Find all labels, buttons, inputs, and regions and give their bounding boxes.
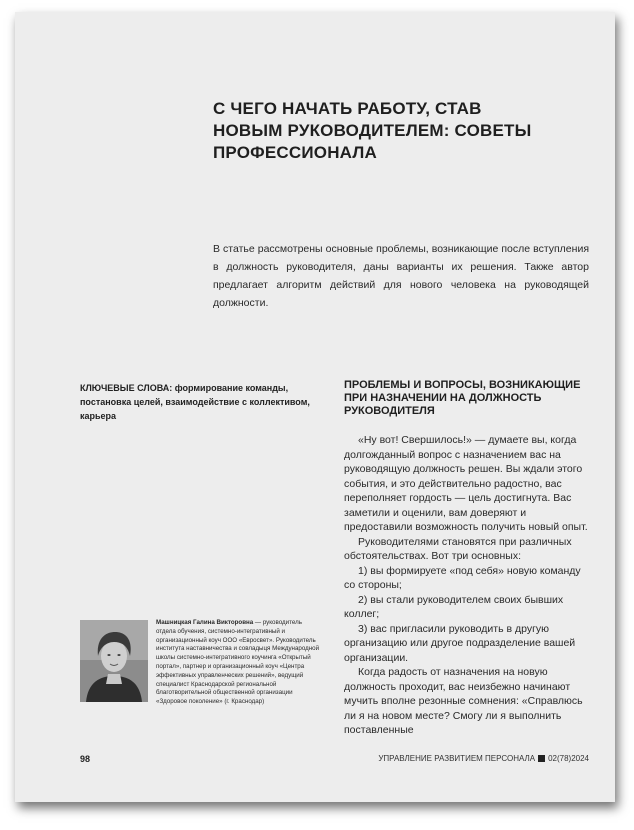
square-separator-icon [538,755,545,762]
page-number: 98 [80,754,91,764]
keywords-label: КЛЮЧЕВЫЕ СЛОВА: [80,383,173,393]
issue-number: 02(78)2024 [548,754,589,763]
body-paragraph: Когда радость от назначения на новую должность проходит, вас неизбежно начинают мучить вполне резонные сомнения: «Справлюсь ли я на новом месте? Смогу ли я выполнить поставленные [344,666,583,736]
author-photo [80,620,148,702]
keywords-block [80,381,312,423]
section-title: ПРОБЛЕМЫ И ВОПРОСЫ, ВОЗНИКАЮЩИЕ ПРИ НАЗНАЧЕНИИ НА ДОЛЖНОСТЬ РУКОВОДИТЕЛЯ [344,379,581,417]
author-description: — руководитель отдела обучения, системно-интегративный и организационный коуч ООО «Евросвет». Руководитель института наставничества и совладыця Международной школы системно-интегративного коучинга «Открытый портал», партнер и организационный коуч «Центра эффективных управленческих решений», ведущий специалист Краснодарской региональной благотворительной общественной организации «Здоровое поколение» (г. Краснодар) [156,619,320,706]
article-abstract: В статье рассмотрены основные проблемы, возникающие после вступления в должность руководителя, даны варианты их решения. Также автор предлагает алгоритм действий для нового человека на руководящей должности. [213,243,589,309]
author-name: Машницкая Галина Викторовна [156,619,254,626]
author-portrait-image [80,620,148,702]
journal-page [15,12,615,802]
journal-name: УПРАВЛЕНИЕ РАЗВИТИЕМ ПЕРСОНАЛА [378,754,536,763]
running-footer [378,754,589,763]
article-body [344,433,589,738]
keywords-text: формирование команды, постановка целей, взаимодействие с коллективом, карьера [80,383,310,421]
body-list-item: 3) вас пригласили руководить в другую организацию или другое подразделение вашей организации. [344,622,576,664]
body-paragraph: «Ну вот! Свершилось!» — думаете вы, когда долгожданный вопрос с назначением вас на руководящую должность решен. Вы ждали этого события, и это действительно радостно, вас переполняет гордость — цель достигнута. Вас заметили и оценили, вам доверяют и предоставили возможность получить новый опыт. [344,434,588,533]
author-bio [156,619,322,707]
article-title: С ЧЕГО НАЧАТЬ РАБОТУ, СТАВ НОВЫМ РУКОВОДИТЕЛЕМ: СОВЕТЫ ПРОФЕССИОНАЛА [213,99,532,162]
body-list-item: 2) вы стали руководителем своих бывших коллег; [344,593,564,620]
body-list-item: 1) вы формируете «под себя» новую команду со стороны; [344,564,581,591]
body-paragraph: Руководителями становятся при различных обстоятельствах. Вот три основных: [344,535,572,562]
